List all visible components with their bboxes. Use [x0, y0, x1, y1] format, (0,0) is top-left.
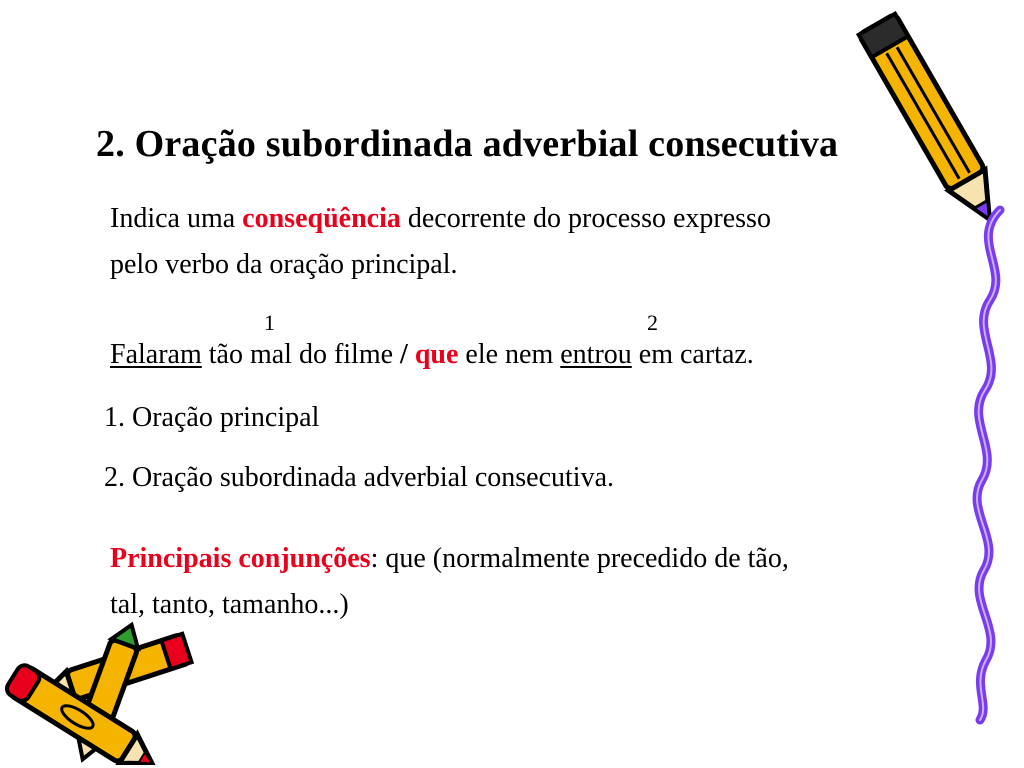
- definition-prefix: Indica uma: [110, 203, 243, 234]
- example-text-2: ele nem: [458, 339, 561, 370]
- squiggle-line: [960, 200, 1024, 730]
- clause-separator: /: [400, 339, 408, 370]
- conjunction-word: que: [414, 339, 459, 370]
- legend-item-1: 1. Oração principal: [104, 402, 320, 433]
- definition-suffix: decorrente do processo expresso: [400, 203, 771, 234]
- conjunctions-line-2: tal, tanto, tamanho...): [110, 589, 349, 620]
- example-text-1: tão mal do filme: [201, 339, 401, 370]
- slide-title: 2. Oração subordinada adverbial consecutiva: [96, 123, 839, 165]
- legend-item-2: 2. Oração subordinada adverbial consecutiva.: [104, 462, 615, 493]
- example-sentence: [110, 332, 754, 378]
- definition-highlight: conseqüência: [242, 203, 401, 234]
- definition-line-1: [110, 196, 771, 242]
- definition-paragraph: [110, 196, 771, 288]
- conjunctions-text-1: : que (normalmente precedido de tão,: [370, 543, 789, 574]
- conjunctions-label: Principais conjunções: [110, 543, 371, 574]
- main-verb: Falaram: [110, 339, 202, 370]
- subordinate-verb: entrou: [560, 339, 632, 370]
- example-text-3: em cartaz.: [631, 339, 754, 370]
- pencil-pair-icon: [0, 615, 210, 765]
- conjunctions-line-1: [110, 536, 789, 582]
- clause-marker-2: 2: [647, 310, 658, 335]
- clause-marker-1: 1: [264, 310, 275, 335]
- definition-line-2: pelo verbo da oração principal.: [110, 249, 458, 280]
- conjunctions-paragraph: [110, 536, 789, 628]
